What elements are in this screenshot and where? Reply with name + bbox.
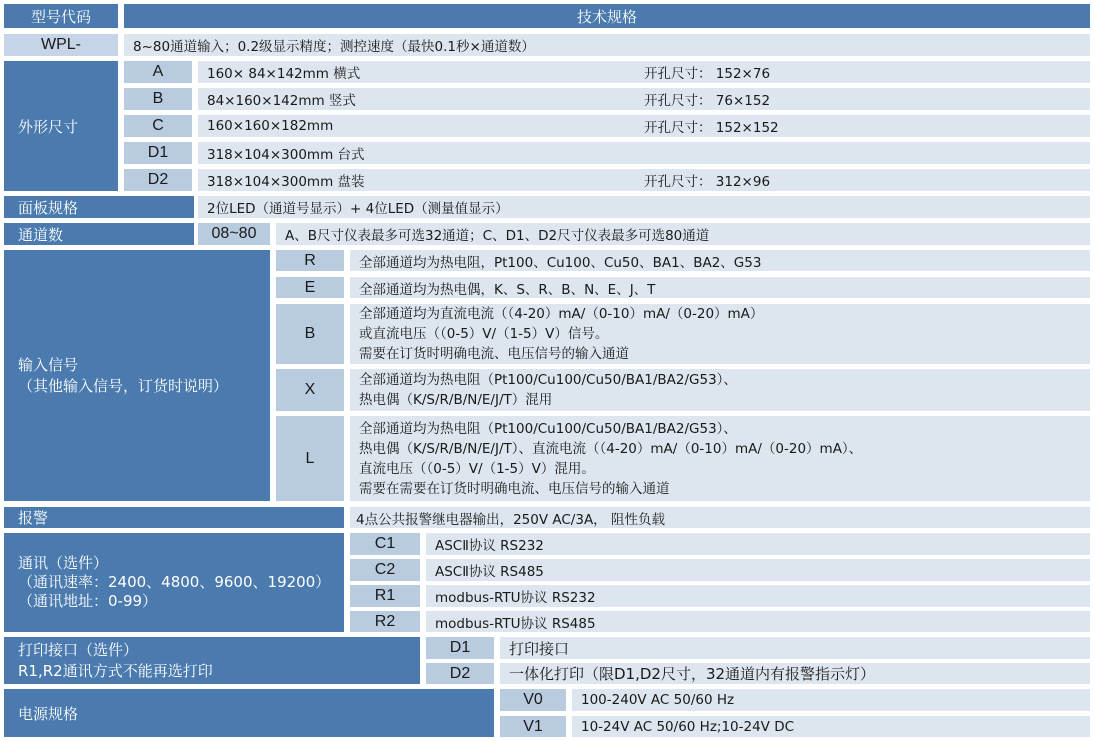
comm-value: modbus-RTU协议 RS232 <box>435 590 596 606</box>
dim-row-a <box>198 61 1090 83</box>
power-code-v1 <box>500 716 566 737</box>
print-code-d1 <box>426 637 494 659</box>
print-value: 打印接口 <box>509 639 570 658</box>
dim-code-d1 <box>124 142 192 164</box>
comm-row-r1 <box>426 585 1090 607</box>
model-code: WPL- <box>41 36 81 53</box>
power-code-v0 <box>500 689 566 711</box>
comm-code-text: C2 <box>374 561 396 578</box>
input-line: 全部通道均为热电偶，K、S、R、B、N、E、J、T <box>359 281 656 298</box>
dim-cutout: 开孔尺寸： 152×152 <box>644 120 779 136</box>
power-code-text: V1 <box>523 717 543 735</box>
dim-cutout: 开孔尺寸： 312×96 <box>644 174 771 190</box>
input-code-text: X <box>304 381 316 398</box>
dim-code-d2 <box>124 169 192 191</box>
power-label: 电源规格 <box>18 704 79 723</box>
model-code-cell <box>4 34 118 56</box>
print-label: 打印接口（选件） <box>18 640 139 659</box>
dim-cutout: 开孔尺寸： 152×76 <box>644 66 771 82</box>
dim-code-b <box>124 88 192 110</box>
print-label-cell <box>4 637 420 684</box>
input-label-cell <box>4 250 270 501</box>
comm-address: （通讯地址：0-99） <box>18 592 158 610</box>
panel-value-cell <box>198 196 1090 218</box>
alarm-value: 4点公共报警继电器输出，250V AC/3A， 阻性负载 <box>356 511 665 528</box>
input-label: 输入信号 <box>18 355 79 374</box>
input-code-x <box>276 369 344 411</box>
input-line: 热电偶（K/S/R/B/N/E/J/T）混用 <box>359 392 553 408</box>
print-code-d2 <box>426 663 494 684</box>
input-row-x <box>350 369 1090 411</box>
comm-code-c2 <box>350 559 420 581</box>
input-line: 需要在需要在订货时明确电流、电压信号的输入通道 <box>359 480 670 497</box>
channels-label-cell <box>4 223 194 245</box>
comm-code-r1 <box>350 585 420 607</box>
header-model-code <box>4 4 118 28</box>
dim-cutout: 开孔尺寸： 76×152 <box>644 93 771 109</box>
header-model-code-text: 型号代码 <box>30 7 91 26</box>
panel-label-cell <box>4 196 194 218</box>
model-description: 8~80通道输入；0.2级显示精度；测控速度（最快0.1秒×通道数） <box>133 39 535 55</box>
input-line: 全部通道均为直流电流（（4-20）mA/（0-10）mA/（0-20）mA） <box>359 306 764 322</box>
comm-code-text: R2 <box>374 612 396 630</box>
input-line: 热电偶（K/S/R/B/N/E/J/T）、直流电流（（4-20）mA/（0-10）mA/（0-20）mA）、 <box>359 440 863 457</box>
dim-size: 160× 84×142mm 横式 <box>207 66 361 82</box>
input-row-b <box>350 304 1090 364</box>
input-line: 直流电压（（0-5）V/（1-5）V）混用。 <box>359 460 595 477</box>
dim-row-c <box>198 115 1090 137</box>
input-code-l <box>276 416 344 501</box>
input-code-text: B <box>304 325 316 342</box>
panel-label: 面板规格 <box>18 198 79 217</box>
header-spec-text: 技术规格 <box>576 7 637 26</box>
input-code-e <box>276 277 344 298</box>
comm-value: ASCⅡ协议 RS232 <box>435 538 544 554</box>
comm-code-text: R1 <box>374 587 396 604</box>
dim-code-text: C <box>152 117 164 134</box>
dim-code-a <box>124 61 192 83</box>
comm-label-cell <box>4 533 344 632</box>
input-sublabel: （其他输入信号，订货时说明） <box>18 376 229 395</box>
input-line: 全部通道均为热电阻（Pt100/Cu100/Cu50/BA1/BA2/G53）、 <box>359 372 737 388</box>
input-code-text: R <box>304 251 316 269</box>
input-code-text: L <box>305 449 315 467</box>
dim-size: 318×104×300mm 盘装 <box>207 174 365 190</box>
model-description-cell <box>124 34 1090 56</box>
print-code-text: D2 <box>449 664 471 682</box>
comm-value: ASCⅡ协议 RS485 <box>435 564 544 580</box>
input-line: 全部通道均为热电阻，Pt100、Cu100、Cu50、BA1、BA2、G53 <box>359 254 762 271</box>
input-row-r <box>350 250 1090 271</box>
dim-code-text: B <box>152 90 164 107</box>
dim-row-d2 <box>198 169 1090 191</box>
header-spec <box>124 4 1090 28</box>
comm-baud-rates: （通讯速率：2400、4800、9600、19200） <box>18 573 331 591</box>
comm-code-text: C1 <box>374 535 396 552</box>
input-row-e <box>350 277 1090 298</box>
dim-size: 84×160×142mm 竖式 <box>207 93 356 109</box>
dim-size: 318×104×300mm 台式 <box>207 147 365 163</box>
power-code-text: V0 <box>523 691 543 708</box>
alarm-label-cell <box>4 507 344 528</box>
channels-value: A、B尺寸仪表最多可选32通道；C、D1、D2尺寸仪表最多可选80通道 <box>285 228 710 244</box>
comm-row-c2 <box>426 559 1090 581</box>
print-value: 一体化打印（限D1,D2尺寸，32通道内有报警指示灯） <box>509 665 876 683</box>
power-row-v0 <box>572 689 1090 711</box>
dim-code-text: D2 <box>147 171 169 188</box>
dim-size: 160×160×182mm <box>207 118 334 134</box>
print-row-d2 <box>500 663 1090 684</box>
dim-code-c <box>124 115 192 137</box>
dim-code-text: D1 <box>147 144 169 161</box>
dim-row-b <box>198 88 1090 110</box>
input-line: 或直流电压（（0-5）V/（1-5）V）信号。 <box>359 326 609 342</box>
dimensions-label-cell <box>4 61 118 191</box>
alarm-value-cell <box>350 507 1090 528</box>
print-row-d1 <box>500 637 1090 659</box>
input-line: 全部通道均为热电阻（Pt100/Cu100/Cu50/BA1/BA2/G53）、 <box>359 420 737 437</box>
power-row-v1 <box>572 716 1090 737</box>
channels-label: 通道数 <box>18 225 64 244</box>
input-line: 需要在订货时明确电流、电压信号的输入通道 <box>359 346 629 362</box>
alarm-label: 报警 <box>18 509 49 527</box>
input-code-text: E <box>304 278 316 296</box>
dim-code-text: A <box>152 63 164 80</box>
print-note: R1,R2通讯方式不能再选打印 <box>18 661 213 680</box>
comm-value: modbus-RTU协议 RS485 <box>435 615 596 632</box>
channels-code-cell <box>198 223 270 245</box>
comm-code-r2 <box>350 611 420 632</box>
comm-row-c1 <box>426 533 1090 555</box>
input-code-b <box>276 304 344 364</box>
comm-code-c1 <box>350 533 420 555</box>
channels-code: 08~80 <box>211 225 257 242</box>
input-code-r <box>276 250 344 271</box>
channels-value-cell <box>276 223 1090 245</box>
comm-row-r2 <box>426 611 1090 632</box>
panel-value: 2位LED（通道号显示）+ 4位LED（测量值显示） <box>207 201 509 217</box>
comm-label: 通讯（选件） <box>18 554 109 572</box>
print-code-text: D1 <box>449 639 471 656</box>
input-row-l <box>350 416 1090 501</box>
dim-row-d1 <box>198 142 1090 164</box>
power-value: 10-24V AC 50/60 Hz;10-24V DC <box>581 718 795 735</box>
power-label-cell <box>4 689 494 737</box>
dimensions-label: 外形尺寸 <box>18 117 79 136</box>
power-value: 100-240V AC 50/60 Hz <box>581 692 735 708</box>
